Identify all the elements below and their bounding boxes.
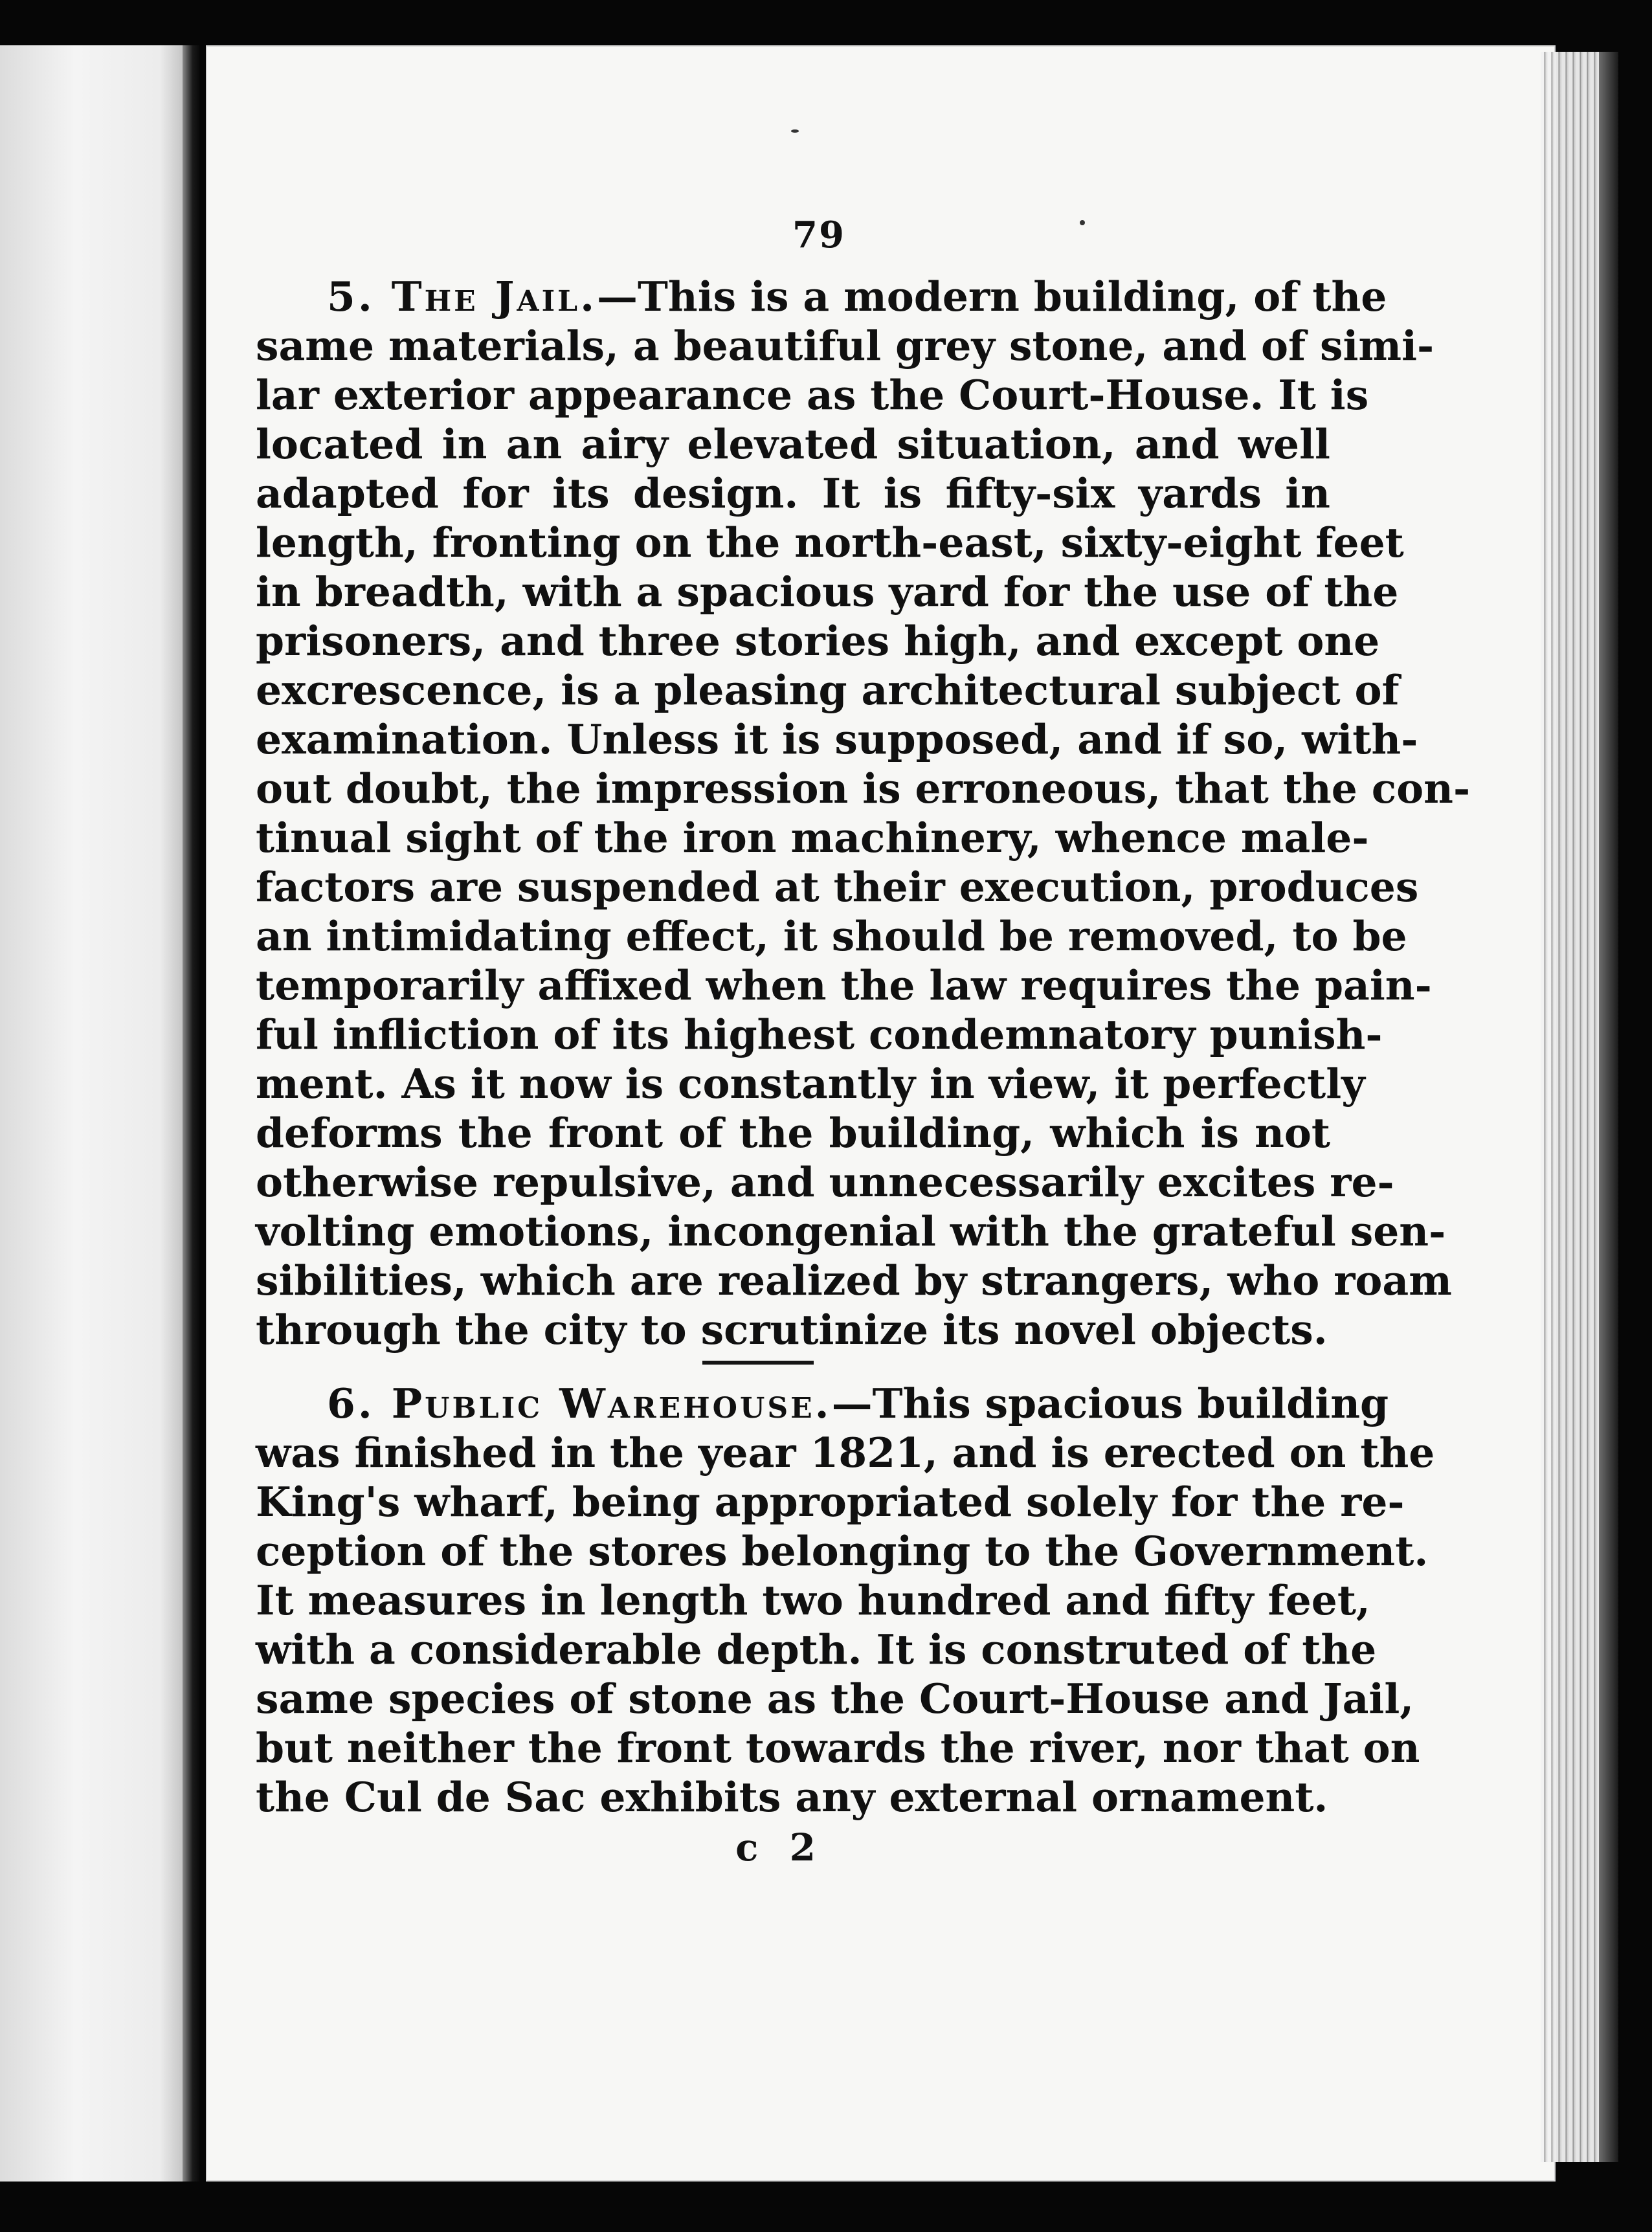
section-jail-first-line (256, 272, 1387, 321)
text-line: in breadth, with a spacious yard for the use of the (256, 568, 1399, 616)
section-jail (256, 272, 1471, 1354)
text-line: volting emotions, incongenial with the grateful sen- (256, 1207, 1446, 1255)
book-gutter (183, 45, 199, 2182)
text-line: lar exterior appearance as the Court-House. It is (256, 371, 1369, 419)
text-line: with a considerable depth. It is construted of the (256, 1625, 1377, 1673)
text-line: out doubt, the impression is erroneous, that the con- (256, 764, 1471, 812)
signature-mark: c 2 (735, 1825, 825, 1869)
section-warehouse-first-line (256, 1379, 1389, 1428)
ink-speck (1080, 220, 1085, 225)
section-warehouse-heading-rest: —This spacious building (831, 1379, 1389, 1427)
text-line: ment. As it now is constantly in view, it perfectly (256, 1060, 1365, 1108)
text-line: deforms the front of the building, which is not (256, 1109, 1330, 1157)
text-line: King's wharf, being appropriated solely for the re- (256, 1478, 1405, 1526)
section-warehouse-heading: 6. Public Warehouse. (327, 1379, 832, 1427)
text-line: excrescence, is a pleasing architectural subject of (256, 666, 1400, 714)
text-line: through the city to scrutinize its novel objects. (256, 1306, 1328, 1354)
text-line: the Cul de Sac exhibits any external ornament. (256, 1773, 1328, 1821)
section-jail-heading: 5. The Jail. (327, 273, 597, 320)
section-jail-heading-rest: —This is a modern building, of the (597, 273, 1387, 320)
facing-page-edge (0, 45, 188, 2182)
text-line: factors are suspended at their execution, produces (256, 863, 1419, 911)
text-line: an intimidating effect, it should be removed, to be (256, 912, 1407, 960)
text-line: ful infliction of its highest condemnatory punish- (256, 1010, 1383, 1058)
text-line: ception of the stores belonging to the Government. (256, 1527, 1429, 1575)
page-stack-edges (1541, 52, 1602, 2162)
text-line: prisoners, and three stories high, and except one (256, 617, 1380, 665)
text-line: examination. Unless it is supposed, and if so, with- (256, 715, 1418, 763)
section-divider-rule (702, 1361, 814, 1365)
text-line: same materials, a beautiful grey stone, and of simi- (256, 322, 1434, 370)
text-line: length, fronting on the north-east, sixty-eight feet (256, 519, 1404, 566)
text-line: temporarily affixed when the law requires the pain- (256, 961, 1432, 1009)
text-line: was finished in the year 1821, and is erected on the (256, 1429, 1435, 1477)
page-number: 79 (792, 214, 845, 256)
text-line: tinual sight of the iron machinery, whence male- (256, 814, 1369, 862)
text-line: adapted for its design. It is fifty-six yards in (256, 469, 1330, 517)
ink-speck (791, 129, 799, 133)
text-line: otherwise repulsive, and unnecessarily excites re- (256, 1158, 1394, 1206)
section-warehouse (256, 1379, 1435, 1822)
page-stack-shadow (1599, 52, 1618, 2162)
text-line: same species of stone as the Court-House and Jail, (256, 1675, 1414, 1723)
text-line: sibilities, which are realized by strangers, who roam (256, 1256, 1452, 1304)
text-line: located in an airy elevated situation, and well (256, 420, 1330, 468)
text-line: but neither the front towards the river, nor that on (256, 1724, 1420, 1772)
text-line: It measures in length two hundred and fifty feet, (256, 1576, 1370, 1624)
